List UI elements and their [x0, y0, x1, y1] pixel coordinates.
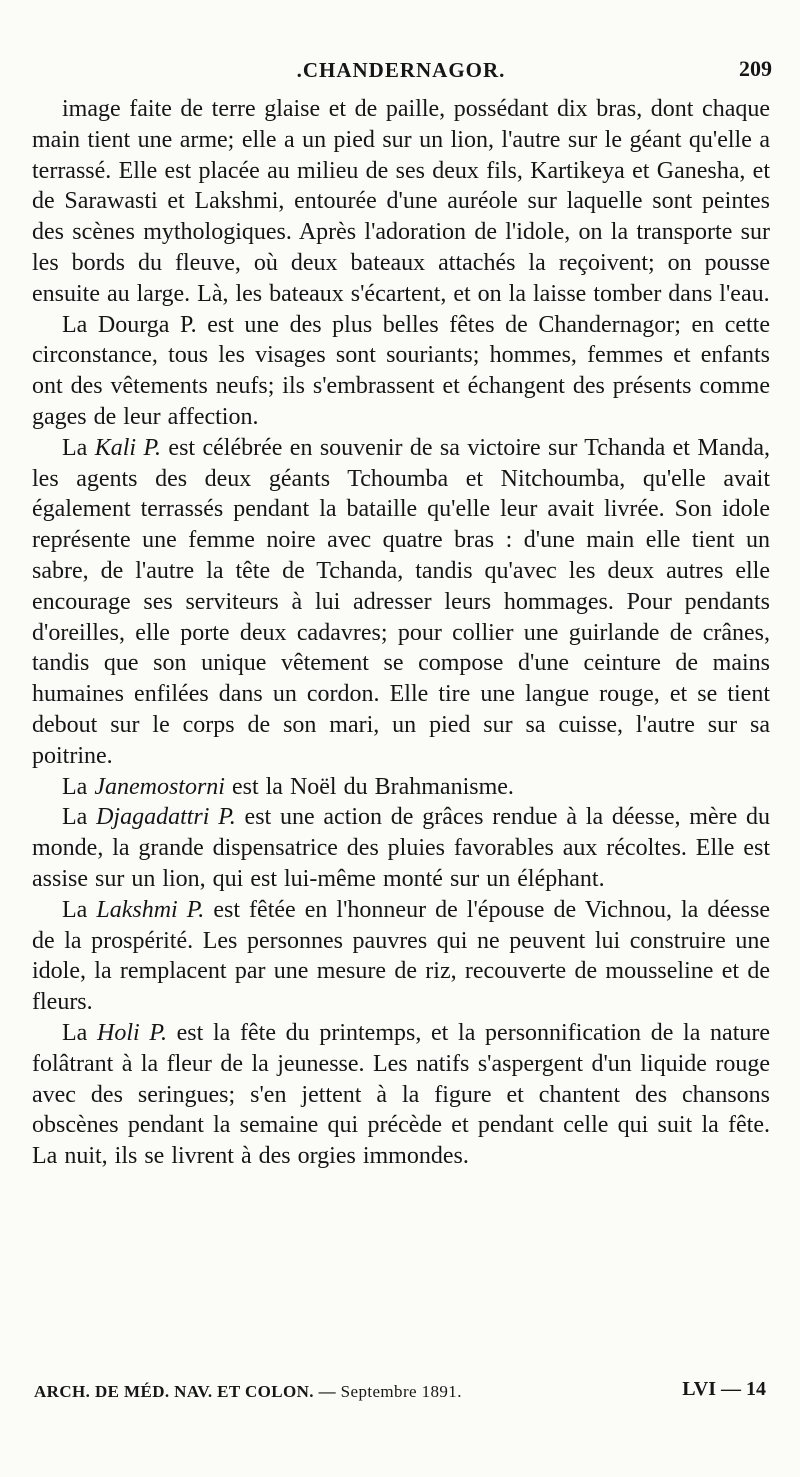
- footer-date: Septembre 1891.: [340, 1382, 462, 1401]
- text-run: est la Noël du Brahmanisme.: [224, 773, 514, 800]
- text-run: La: [62, 896, 97, 923]
- text-run: La: [62, 434, 95, 461]
- footer-journal: ARCH. DE MÉD. NAV. ET COLON. —: [34, 1382, 336, 1401]
- paragraph: [32, 1018, 770, 1172]
- italic-term: Lakshmi P.: [96, 896, 205, 923]
- text-run: est célébrée en souvenir de sa victoire sur Tchanda et Manda, les agents des deux géants Tchoumba et Nitchoumba, qu'elle avait également terrassés pendant la bataille qu'elle leur avait livrée. Son idole représente une femme noire avec quatre bras : d'une main elle tient un sabre, de l'autre la tête de Tchanda, tandis qu'avec les deux autres elle encourage ses serviteurs à lui adresser leurs hommages. Pour pendants d'oreilles, elle porte deux cadavres; pour collier une guirlande de crânes, tandis que son unique vêtement se compose d'une ceinture de mains humaines enfilées dans un cordon. Elle tire une langue rouge, et se tient debout sur le corps de son mari, un pied sur sa cuisse, l'autre sur sa poitrine.: [32, 434, 771, 769]
- paragraph: [32, 310, 770, 433]
- italic-term: Janemostorni: [94, 773, 225, 800]
- page-footer: [34, 1378, 766, 1408]
- paragraph: [32, 433, 770, 772]
- text-run: La: [62, 1019, 98, 1046]
- text-run: La Dourga P. est une des plus belles fêtes de Chandernagor; en cette circonstance, tous les visages sont souriants; hommes, femmes et enfants ont des vêtements neufs; ils s'embrassent et échangent des présents comme gages de leur affection.: [32, 311, 770, 430]
- text-run: est fêtée en l'honneur de l'épouse de Vichnou, la déesse de la prospérité. Les personnes pauvres qui ne peuvent lui construire une idole, la remplacent par une mesure de riz, recouverte de mousseline et de fleurs.: [32, 896, 770, 1016]
- text-run: La: [62, 804, 97, 831]
- text-run: La: [62, 773, 95, 800]
- body-text: [32, 94, 770, 1172]
- italic-term: Holi P.: [97, 1019, 167, 1046]
- paragraph: [32, 772, 770, 803]
- paragraph: [32, 802, 770, 894]
- footer-volume: LVI — 14: [682, 1378, 766, 1400]
- paragraph: [32, 94, 770, 310]
- italic-term: Djagadattri P.: [96, 804, 236, 831]
- running-title: .CHANDERNAGOR.: [296, 58, 506, 82]
- paragraph: [32, 895, 770, 1018]
- page-header: [30, 52, 772, 86]
- text-run: est la fête du printemps, et la personnification de la nature folâtrant à la fleur de la jeunesse. Les natifs s'aspergent d'un liquide rouge avec des seringues; s'en jettent à la figure et chantent des chansons obscènes pendant la semaine qui précède et pendant celle qui suit la fête. La nuit, ils se livrent à des orgies immondes.: [32, 1019, 771, 1170]
- text-run: image faite de terre glaise et de paille, possédant dix bras, dont chaque main tient une arme; elle a un pied sur un lion, l'autre sur le géant qu'elle a terrassé. Elle est placée au milieu de ses deux fils, Kartikeya et Ganesha, et de Sarawasti et Lakshmi, entourée d'une auréole sur laquelle sont peintes des scènes mythologiques. Après l'adoration de l'idole, on la transporte sur les bords du fleuve, où deux bateaux attachés la reçoivent; on pousse ensuite au large. Là, les bateaux s'écartent, et on la laisse tomber dans l'eau.: [32, 96, 770, 307]
- footer-citation: [34, 1382, 462, 1402]
- italic-term: Kali P.: [94, 434, 162, 461]
- page-number: 209: [739, 56, 772, 81]
- text-run: est une action de grâces rendue à la déesse, mère du monde, la grande dispensatrice des pluies favorables aux récoltes. Elle est assise sur un lion, qui est lui-même monté sur un éléphant.: [32, 804, 771, 892]
